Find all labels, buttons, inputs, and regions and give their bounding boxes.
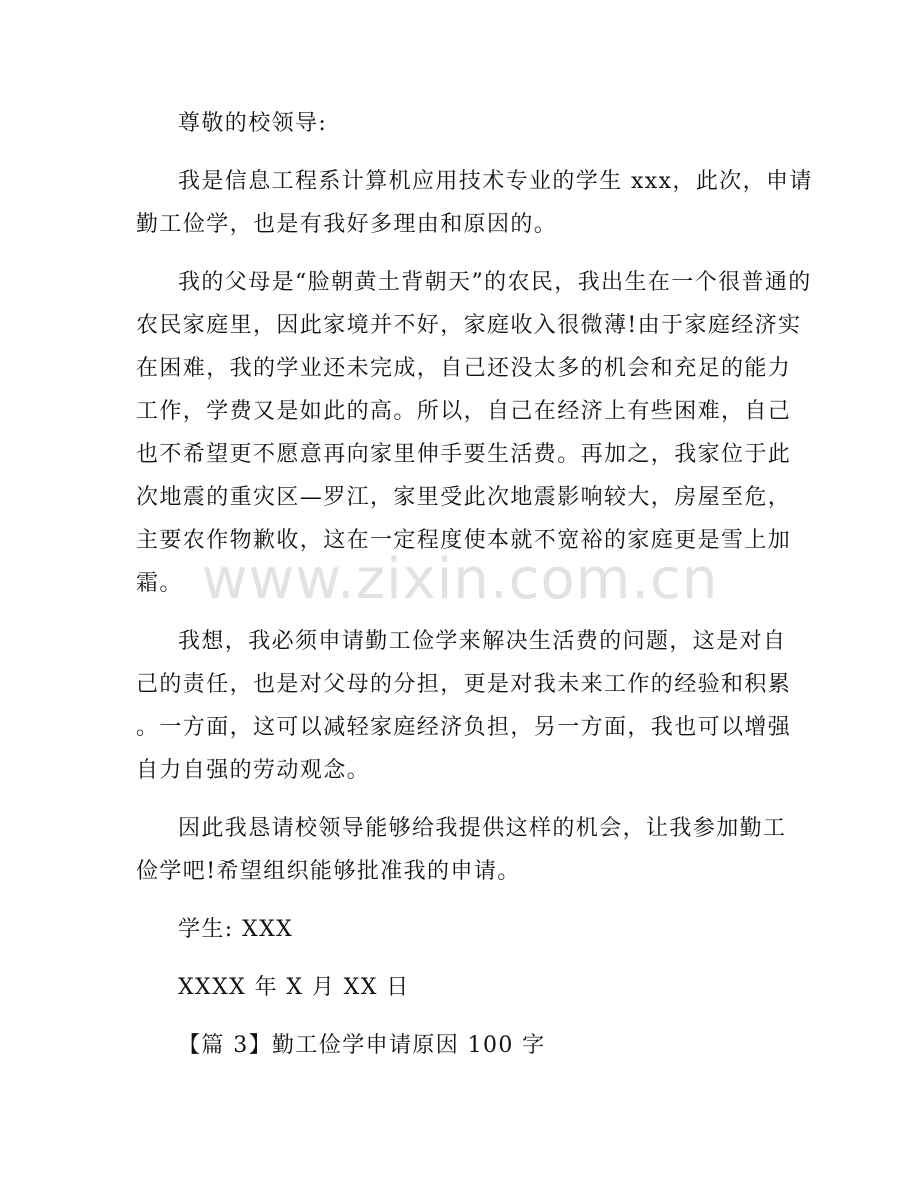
watermark: www.zixin.com.cn <box>201 547 719 612</box>
paragraph-line: 自力自强的劳动观念。 <box>136 758 371 783</box>
date: XXXX 年 X 月 XX 日 <box>178 975 410 1000</box>
paragraph-line: 因此我恳请校领导能够给我提供这样的机会，让我参加勤工 <box>178 816 787 841</box>
paragraph-line: 我想，我必须申请勤工俭学来解决生活费的问题，这是对自 <box>178 629 787 654</box>
paragraph-line: 己的责任，也是对父母的分担，更是对我未来工作的经验和积累 <box>136 672 792 697</box>
paragraph-line: 农民家庭里，因此家境并不好，家庭收入很微薄!由于家庭经济实 <box>136 313 802 338</box>
paragraph-line: 工作，学费又是如此的高。所以，自己在经济上有些困难，自己 <box>136 399 792 424</box>
section-heading: 【篇 3】勤工俭学申请原因 100 字 <box>178 1033 546 1058</box>
paragraph-line: 我的父母是“脸朝黄土背朝天”的农民，我出生在一个很普通的 <box>178 270 812 295</box>
paragraph-line: 次地震的重灾区—罗江，家里受此次地震影响较大，房屋至危， <box>136 485 792 510</box>
paragraph-line: 俭学吧!希望组织能够批准我的申请。 <box>136 859 521 884</box>
paragraph-line: 。一方面，这可以减轻家庭经济负担，另一方面，我也可以增强 <box>136 715 792 740</box>
paragraph-line: 霜。 <box>136 571 183 596</box>
greeting: 尊敬的校领导: <box>178 111 328 136</box>
signature: 学生: XXX <box>178 917 294 942</box>
paragraph-line: 也不希望更不愿意再向家里伸手要生活费。再加之，我家位于此 <box>136 442 792 467</box>
paragraph-line: 我是信息工程系计算机应用技术专业的学生 xxx，此次，申请 <box>178 169 813 194</box>
paragraph-line: 主要农作物歉收，这在一定程度使本就不宽裕的家庭更是雪上加 <box>136 528 792 553</box>
paragraph-line: 在困难，我的学业还未完成，自己还没太多的机会和充足的能力 <box>136 356 792 381</box>
paragraph-line: 勤工俭学，也是有我好多理由和原因的。 <box>136 212 558 237</box>
